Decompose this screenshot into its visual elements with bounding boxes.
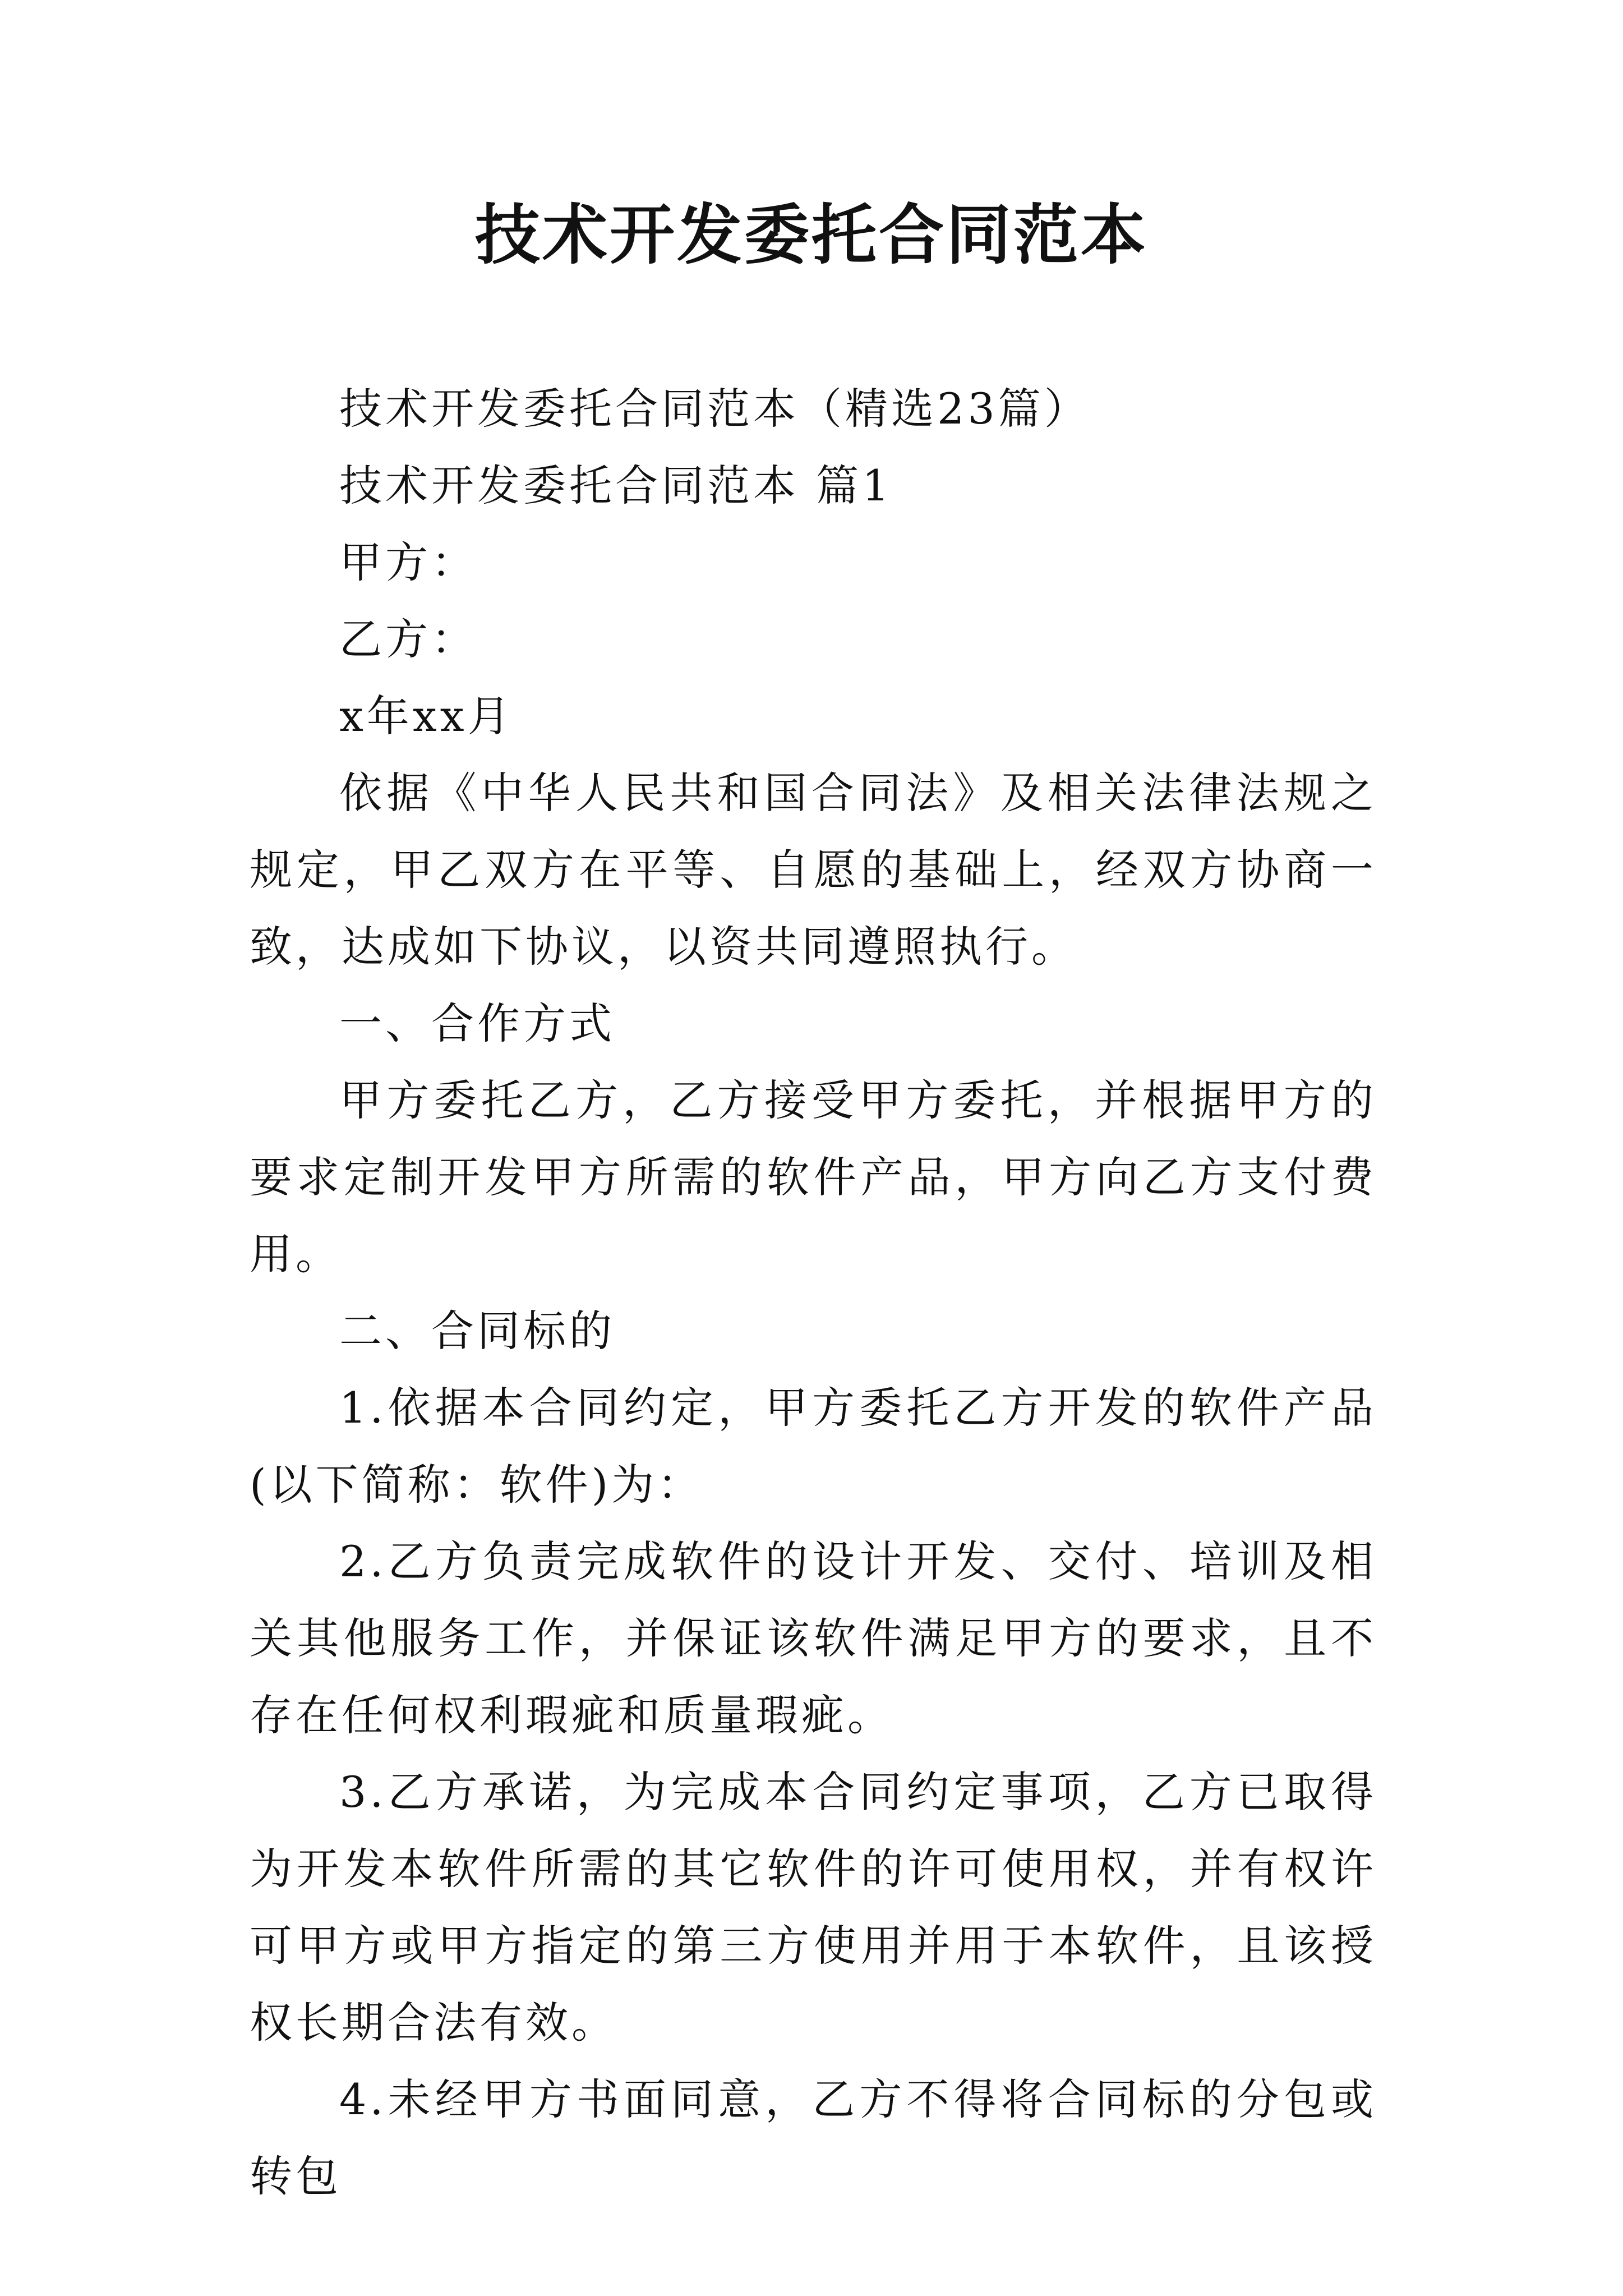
paragraph-party-a: 甲方：	[339, 537, 477, 587]
document-body	[250, 370, 1377, 2215]
paragraph-clause-4: 4.未经甲方书面同意，乙方不得将合同标的分包或转包	[250, 2074, 1377, 2201]
paragraph-date: x年xx月	[339, 691, 514, 741]
paragraph-party-b: 乙方：	[339, 614, 477, 664]
paragraph-clause-2: 2.乙方负责完成软件的设计开发、交付、培训及相关其他服务工作，并保证该软件满足甲方的要求，且不存在任何权利瑕疵和质量瑕疵。	[250, 1536, 1377, 1740]
paragraph-clause-3: 3.乙方承诺，为完成本合同约定事项，乙方已取得为开发本软件所需的其它软件的许可使用权，并有权许可甲方或甲方指定的第三方使用并用于本软件，且该授权长期合法有效。	[250, 1767, 1377, 2047]
paragraph-heading-subject: 二、合同标的	[339, 1306, 615, 1356]
document-title: 技术开发委托合同范本	[475, 197, 1148, 273]
paragraph-clause-1: 1.依据本合同约定，甲方委托乙方开发的软件产品(以下简称：软件)为：	[250, 1383, 1377, 1510]
paragraph-section-heading: 技术开发委托合同范本 篇1	[339, 461, 893, 510]
paragraph-heading-cooperation: 一、合作方式	[339, 999, 615, 1048]
paragraph-preamble: 依据《中华人民共和国合同法》及相关法律法规之规定，甲乙双方在平等、自愿的基础上，经双方协商一致，达成如下协议，以资共同遵照执行。	[250, 768, 1377, 972]
paragraph-cooperation: 甲方委托乙方，乙方接受甲方委托，并根据甲方的要求定制开发甲方所需的软件产品，甲方向乙方支付费用。	[250, 1075, 1377, 1279]
paragraph-subtitle: 技术开发委托合同范本（精选23篇）	[339, 384, 1090, 434]
